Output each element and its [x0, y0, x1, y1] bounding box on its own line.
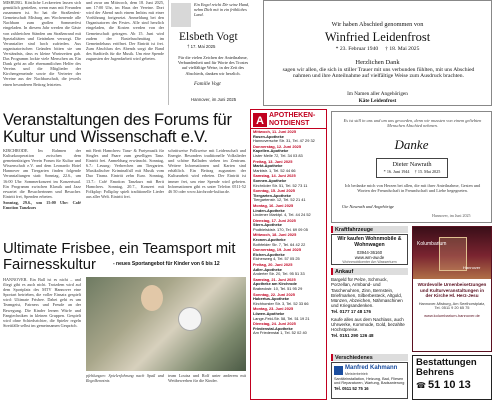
obituary-namebox — [376, 158, 448, 178]
plumber-ad — [331, 362, 408, 399]
pharmacy-name: Apotheke am Kirchrode — [253, 281, 297, 287]
purchase-phone-1: Tel. 0177 17 48 176 — [331, 308, 371, 314]
pharmacy-title-2: NOTDIENST — [269, 119, 310, 127]
funeral-name: Behrens — [416, 367, 455, 378]
pharmacy-title-1: APOTHEKEN- — [269, 112, 316, 119]
rose-image — [171, 3, 191, 27]
obituary-family: Familie Vogt — [194, 81, 221, 87]
pharmacy-date: Dienstag, 17. Juni 2025 — [253, 217, 296, 223]
pharmacy-name: Rosen-Apotheke — [253, 133, 284, 139]
frisbee-headline-block — [3, 241, 249, 273]
pharmacy-a-icon — [253, 113, 267, 127]
purchase-section — [331, 268, 408, 352]
plumber-sub: Meisterbetrieb — [345, 371, 368, 376]
plumber-logo-icon — [334, 366, 343, 375]
pharmacy-header — [251, 110, 326, 129]
pharmacy-date: Dienstag, 24. Juni 2025 — [253, 321, 296, 327]
pharmacy-entry — [253, 233, 324, 247]
obituary-quote: Ein Engel reicht Dir seine Hand, nehm Dich mit in ein fröhliches Land. — [194, 2, 250, 17]
pharmacy-address: Lindener Marktpl. 4, Tel. 44 24 52 — [253, 212, 311, 218]
pharmacy-date: Mittwoch, 18. Juni 2025 — [253, 232, 297, 238]
plumber-phone: Tel. 0511 52 75 16 — [334, 385, 369, 391]
pharmacy-date: Montag, 23. Juni 2025 — [253, 306, 294, 312]
pharmacy-address: Am Friedenstal 1, Tel. 52 02 40 — [253, 330, 307, 336]
pharmacy-address: Brabeckstr. 10, Tel. 51 95 29 — [253, 286, 303, 291]
pharmacy-date: Donnerstag, 19. Juni 2025 — [253, 247, 302, 253]
obituary-place: Hannover, im Juni 2025 — [191, 97, 237, 102]
pharmacy-entry — [253, 219, 324, 233]
columbarium-web: www.kolumbarium-hannover.de — [424, 313, 480, 319]
pharmacy-name: Stern-Apotheke — [253, 222, 282, 228]
vehicles-ad-title: Wir kaufen Wohnmobile & Wohnwagen — [337, 236, 402, 248]
signer: Käte Leidenfrost — [358, 98, 397, 104]
pharmacy-entry — [253, 174, 324, 188]
frisbee-col-3: team Louisa und Rolf unter anderem mit Wettbewerben für die Kinder. — [168, 373, 246, 384]
forum-col-3: schrittweise Folkweise mit Leidenschaft und Energie. Besonders traditionelle Volkslieder und schöne Balladen stehen im Zentrum. Weitere Informationen und Karten sind erhältlich. Ein Beitrag zugunsten der Kulturarbeit wird erbeten. Der Eintritt ist immer frei, um eine Spende wird gebeten. Informationen gibt es unter Telefon 0511-52 46 50 oder www.kirchrode-kultur.de. — [168, 148, 246, 194]
forum-col-1-text: KIRCHRODE. Im Rahmen der Kulturkooperation zwischen dem gemeinnützigen Verein Forum für Kultur und Wissenschaft e.V. und dem Leonardo Hotel Hannover am Tiergarten finden folgende Veranstaltungen statt: Sonntag, 22.6., um 16:00 Uhr: Sommerkonzert im Konzertsaal. Ein Programm zwischen Klassik und Jazz erwartet die Besucherinnen und Besucher. Eintritt frei, Spenden erbeten. — [3, 148, 81, 199]
vehicles-ad-sub: Wohnmobilcenter Am Wasserturm — [342, 259, 397, 264]
columbarium-body: Würdevolle Urnenbeisetzungen und Kulturveranstaltungen in der Kirche Hl. Herz-Jesu — [417, 282, 487, 298]
funeral-title: Bestattungen — [416, 357, 477, 368]
pharmacy-date: Sonntag, 22. Juni 2025 — [253, 291, 295, 297]
pharmacy-date: Sonntag, 15. Juni 2025 — [253, 188, 295, 194]
purchase-heading: Ankauf — [331, 268, 408, 275]
pharmacy-name: Friedenstal-Apotheke — [253, 325, 293, 331]
pharmacy-entry — [253, 322, 324, 336]
frisbee-col-1: HANNOVER. Ein Ball ist es nicht – und fliegt gibt es auch nicht. Trotzdem wird auf dem Sportplatz des MTV Hannover eine Sportart betrieben, die voller Einsatz gespielt wird: Ultimate Frisbee. Dabei geht es um Teamgeist, Fairness und Freude an der Bewegung. Die Kinder lernen Würfe und Fangtechniken in kleinen Gruppen. Gespielt wird ohne Schiedsrichter, die Spieler regeln Streitfälle selbst im gemeinsamen Gespräch. — [3, 277, 81, 328]
pharmacy-date: Samstag, 21. Juni 2025 — [253, 276, 296, 282]
pharmacy-emergency-box — [250, 109, 327, 400]
vehicles-ad-phone: 03944-36160 — [356, 249, 383, 255]
columbarium-ad — [412, 226, 492, 352]
pharmacy-address: Anderter Str. 20, Tel. 95 51 33 — [253, 271, 305, 277]
pharmacy-name: Linden-Apotheke — [253, 207, 285, 213]
forum-col-2: mit Berit Hamchers: Tanz- & Partymusik für Singles und Paare zum geselligen Tanz. Eintritt frei. Anmeldung erwünscht. Sonntag, 6.7.: Lesung: Verbrechen am Tiergarten. Musikalischer Kriminalfall mit Musik vom Duo Tirana. Eintritt zehn Euro. Sonntag, 13.7.: Café Emotion Tanzkurs mit Berit Hamchers. Sonntag, 20.7., Konzert mit Folkplay: Folkplay spielt traditionelle Lieder aus aller Welt. Eintritt frei. — [86, 148, 164, 199]
thanks-title: Herzlichen Dank — [355, 59, 400, 66]
funeral-home-ad — [412, 355, 492, 400]
forum-headline: Veranstaltungen des Forums für Kultur und Wissenschaft e.V. — [3, 111, 232, 146]
signoff: Im Namen aller Angehörigen — [347, 91, 408, 97]
misc-heading: Verschiedenes — [331, 354, 408, 361]
pharmacy-name: Tiergarten-Apotheke — [253, 192, 291, 198]
obituary-title: Danke — [394, 137, 429, 152]
top-article-col-1: MISBURG. Köstliche Leckereien lassen sich gemütlich genießen, wenn man mit Freunden zusammen ist. So hat die Straßenfest-Gemeinschaft Misburg am Wochenende alle Nachbarn zum großen Sommerfest eingeladen. In diesem Jahr werden die Gäste von zahlreichen Ständen am Straßenrand mit Spezialitäten und Getränken versorgt. Die Veranstalter sind hoch zufrieden. Aus organisatorischen Gründen bitten sie um Verständnis, dass es kleine Wartezeiten gab. Das Programm lockte viele Menschen an. Ein Dank geht an alle ehrenamtlichen Helfer des Vereins und die Mitglieder der Kirchengemeinde sowie die Vertreter der Vereine aus der Nachbarschaft, die jeweils einen besonderen Beitrag leisteten. — [3, 0, 81, 87]
pharmacy-date: Montag, 16. Juni 2025 — [253, 202, 294, 208]
top-article-col-2: und zwar am Mittwoch, dem 18. Juni 2025, um 17:00 Uhr, im Haus der Vereine. Dort wird der Abend nach einem Imbiss mit einer Vorführung fortgesetzt. Anmeldung bei den Organisatoren des Festes. Alle sind herzlich eingeladen, die Kosten werden von der Gemeinschaft getragen. Ab 15. Juni wird zudem der Bastelnachmittag im Gemeindehaus eröffnet. Der Eintritt ist frei. Zum Abschluss des Abends sorgt die Band des Stadtteils für die Musik. Um eine Spende zugunsten der Jugendarbeit wird gebeten. — [86, 0, 164, 62]
pharmacy-name: Adler-Apotheke — [253, 266, 282, 272]
pharmacy-entry — [253, 293, 324, 307]
pharmacy-date: Mittwoch, 11. Juni 2025 — [253, 129, 297, 134]
vehicles-heading: Kraftfahrzeuge — [331, 226, 408, 233]
pharmacy-address: Lister Meile 72, Tel. 34 03 83 — [253, 152, 303, 158]
pharmacy-entry — [253, 248, 324, 262]
obituary-signer: Ute Nawrath und Angehörige — [342, 204, 394, 209]
pharmacy-name: Kapellen-Apotheke — [253, 148, 289, 154]
vehicles-ad-web: www.wm-aw.de — [354, 254, 385, 260]
obituary-dates: * 16. Juni 1944 † 15. Mai 2025 — [383, 169, 441, 174]
pharmacy-address: Tiergartenstr. 12, Tel. 52 21 41 — [253, 197, 306, 203]
child-image — [141, 285, 163, 311]
pharmacy-address: Kirchhorster Str. 3, Tel. 52 33 66 — [253, 300, 309, 306]
pharmacy-entry — [253, 307, 324, 321]
funeral-phone: 51 10 13 — [427, 379, 471, 391]
purchase-text-1: Bargeld für Pelze, Schmuck, Porzellan, Armband- und Taschenuhren, Zinn, Bernstein, Briefmarken, Silberbesteck, Altgold, Münzen, Abzeichen, Nähmaschinen und Kriegsandenken. — [331, 277, 403, 309]
obituary-body: Für die vielen Zeichen der Anteilnahme, Verbundenheit und für Worte des Trostes auf vielfältige Weise, in der Zeit des Abschieds, danken wir herzlich. — [177, 55, 249, 76]
obituary-nawrath — [331, 111, 492, 223]
pharmacy-address: Lange-Feld-Str. 58, Tel. 51 19 21 — [253, 315, 310, 321]
pharmacy-name: Eichen-Apotheke — [253, 251, 285, 257]
pharmacy-address: Kirchröder Str. 51, Tel. 52 73 11 — [253, 182, 308, 188]
pharmacy-entry — [253, 130, 324, 144]
pharmacy-address: Marktstr. 1, Tel. 52 44 66 — [253, 167, 296, 173]
pharmacy-name: Löwen-Apotheke — [253, 310, 285, 316]
pharmacy-entry — [253, 189, 324, 203]
columbarium-address: Hannover-Misburg, Am Seelhorstplatz, Tel. 0511 9 20 65 75 — [418, 300, 486, 311]
frisbee-disc-image — [178, 307, 202, 331]
obituary-dates: † 17. Mai 2025 — [187, 44, 216, 49]
obituary-name: Winfried Leidenfrost — [324, 30, 431, 44]
purchase-phone-2: Tel. 0151 290 126 48 — [331, 332, 374, 338]
vehicles-section — [331, 226, 408, 266]
vehicles-ad — [331, 234, 408, 265]
obituary-vogt — [168, 0, 254, 105]
obituary-quote: Es ist still in uns und um uns geworden, denn wir mussten von einem geliebten Menschen Abschied nehmen. — [343, 118, 482, 129]
forum-col-1 — [3, 148, 81, 233]
pharmacy-entry — [253, 263, 324, 277]
pharmacy-address: Podbielskistr. 170, Tel. 69 09 05 — [253, 226, 308, 232]
svg-text:A: A — [256, 114, 264, 127]
plumber-services: Sanitärinstallation, Heizung, Bad, Fliesen und Reparaturen, Wartung, Badsanierung — [334, 376, 405, 386]
obituary-intro: Wir haben Abschied genommen von — [331, 21, 424, 28]
pharmacy-date: Donnerstag, 12. Juni 2025 — [253, 143, 302, 149]
obituary-place: Hannover, im Juni 2025 — [432, 213, 471, 218]
frisbee-col-2 — [86, 373, 164, 400]
obituary-name: Elsbeth Vogt — [179, 31, 238, 43]
frisbee-subline: - neues Sportangebot für Kinder von 6 bis 12 — [113, 261, 220, 267]
frisbee-headline: Ultimate Frisbee, ein Teamsport mit Fairnesskultur — [3, 241, 236, 273]
pharmacy-name: Hubertus-Apotheke — [253, 296, 290, 302]
thanks-body: sagen wir allen, die sich in stiller Trauer mit uns verbunden fühlten, mit uns Abschied nahmen und ihre Anteilnahme auf vielfältige Weise zum Ausdruck brachten. — [282, 67, 475, 80]
columbarium-place: Hannover — [463, 265, 481, 270]
pharmacy-date: Freitag, 20. Juni 2025 — [253, 262, 293, 268]
pharmacy-name: Markt-Apotheke — [253, 163, 283, 169]
pharmacy-entry — [253, 145, 324, 159]
pharmacy-address: Eichenweg 4, Tel. 57 05 25 — [253, 256, 300, 262]
frisbee-photo — [86, 277, 246, 371]
forum-date-1: Sonntag, 29.6., um 15:00 Uhr: Café Emotion Tanzkurs — [3, 199, 81, 211]
obituary-name: Dieter Nawrath — [392, 161, 432, 168]
obituary-leidenfrost — [263, 0, 492, 106]
obituary-body: Ich bedanke mich von Herzen bei allen, die mit ihrer Anteilnahme, Gesten und Worten der Freundschaft in Freundschaft und Liebe begegneten. — [344, 183, 481, 194]
pharmacy-entry — [253, 160, 324, 174]
pharmacy-address: Hannoversche Str. 31, Tel. 47 29 32 — [253, 138, 315, 144]
phone-icon: ☎ — [416, 380, 426, 390]
pharmacy-list — [251, 129, 326, 338]
columbarium-title: Kolumbarium — [417, 241, 447, 247]
pharmacy-name: Sonnen-Apotheke — [253, 177, 287, 183]
frisbee-caption: pfehlungen: Spielerfahrung nach Spaß und Regelkenntnis — [86, 373, 164, 384]
pharmacy-date: Samstag, 14. Juni 2025 — [253, 173, 296, 179]
columbarium-photo — [413, 227, 491, 279]
misc-section — [331, 354, 408, 400]
pharmacy-address: Bothfelder Str. 7, Tel. 64 42 22 — [253, 241, 306, 247]
obituary-dates: * 23. Februar 1940 † 18. Mai 2025 — [335, 46, 420, 52]
pharmacy-entry — [253, 204, 324, 218]
pharmacy-entry — [253, 278, 324, 292]
plumber-name: Manfred Kahmann — [345, 365, 398, 371]
pharmacy-date: Freitag, 13. Juni 2025 — [253, 158, 293, 164]
purchase-text-2: Kaufe alles aus dem Nachlass, auch Uhrwerke, Kommode, Gold, bezahlte Höchstpreise. — [331, 316, 405, 333]
pharmacy-name: Kronen-Apotheke — [253, 237, 286, 243]
